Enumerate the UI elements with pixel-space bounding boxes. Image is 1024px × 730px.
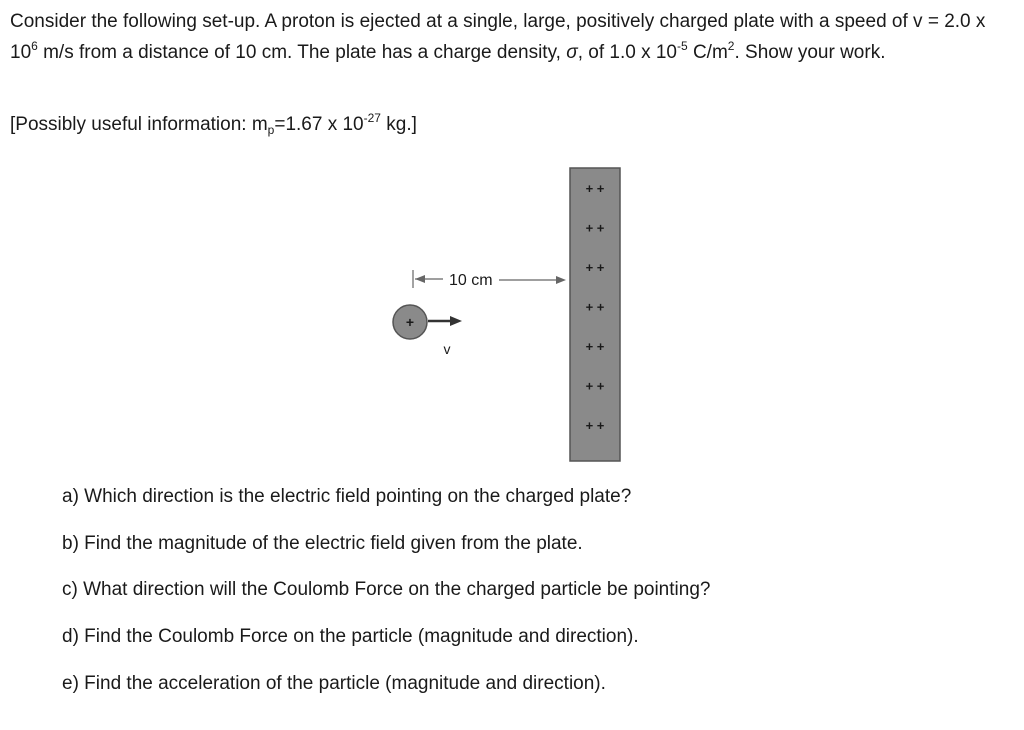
plate-charge-sign: + + bbox=[585, 181, 605, 196]
question-c: c) What direction will the Coulomb Force on the charged particle be pointing? bbox=[62, 579, 711, 600]
velocity-arrowhead bbox=[450, 316, 462, 326]
velocity-label: v bbox=[443, 341, 451, 357]
area-exponent: 2 bbox=[727, 39, 735, 53]
mass-exponent: -27 bbox=[363, 111, 381, 125]
speed-exponent: 6 bbox=[31, 39, 38, 53]
plate-charge-sign: + + bbox=[585, 418, 605, 433]
info-mid: =1.67 x 10 bbox=[274, 114, 364, 135]
sigma-symbol: σ bbox=[566, 42, 578, 63]
plate-charge-sign: + + bbox=[585, 378, 605, 394]
plate-charge-sign: + + bbox=[585, 260, 605, 275]
proton-sign: + bbox=[405, 314, 415, 330]
plate-charge-sign: + + bbox=[585, 299, 605, 315]
distance-right-arrowhead bbox=[556, 276, 566, 284]
density-exponent: -5 bbox=[677, 39, 688, 53]
question-a: a) Which direction is the electric field pointing on the charged plate? bbox=[62, 486, 632, 507]
info-prefix: [Possibly useful information: m bbox=[10, 114, 268, 135]
mass-subscript: p bbox=[267, 123, 275, 137]
plate-charge-sign: + + bbox=[585, 220, 605, 236]
problem-statement bbox=[10, 6, 1010, 68]
intro-text-2: m/s from a distance of 10 cm. The plate has a charge density, bbox=[37, 42, 567, 63]
intro-text-3: , of 1.0 x 10 bbox=[577, 42, 677, 63]
distance-label: 10 cm bbox=[449, 272, 493, 289]
question-b: b) Find the magnitude of the electric field given from the plate. bbox=[62, 533, 583, 554]
plate-charge-sign: + + bbox=[585, 339, 605, 354]
intro-text-5: . Show your work. bbox=[734, 42, 886, 63]
intro-text-4: C/m bbox=[687, 42, 728, 63]
distance-left-arrowhead bbox=[415, 275, 425, 283]
intro-text-1: Consider the following set-up. A proton is ejected at a single, large, positively charged plate with a speed of v = 2.0 x 10 bbox=[10, 11, 986, 63]
question-d: d) Find the Coulomb Force on the particle (magnitude and direction). bbox=[62, 626, 639, 647]
useful-information bbox=[10, 111, 417, 137]
setup-diagram bbox=[0, 160, 700, 470]
info-suffix: kg.] bbox=[380, 114, 417, 135]
question-e: e) Find the acceleration of the particle (magnitude and direction). bbox=[62, 673, 606, 694]
